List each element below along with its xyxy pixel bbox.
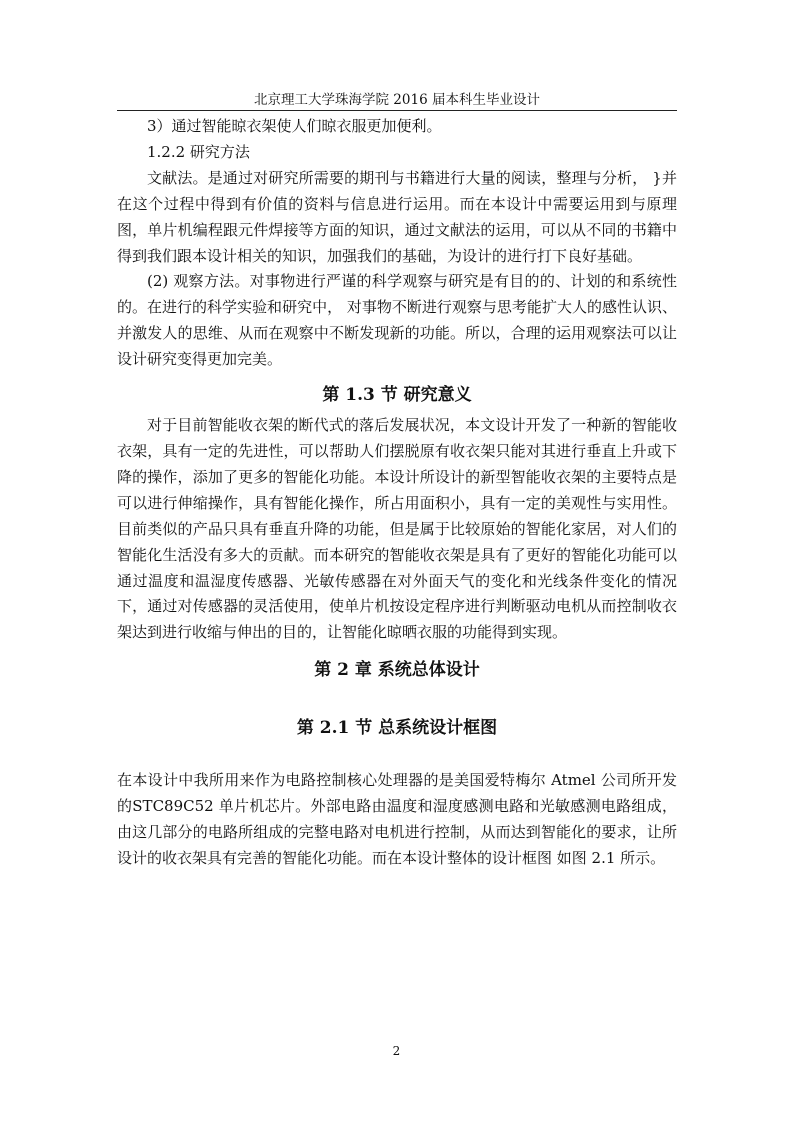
chapter-heading-2: 第 2 章 系统总体设计 <box>314 660 480 681</box>
section-heading-2-1: 第 2.1 节 总系统设计框图 <box>296 718 498 739</box>
page-body <box>117 114 677 872</box>
research-goal-item-3: 3）通过智能晾衣架使人们晾衣服更加便利。 <box>147 117 442 135</box>
page-header: 北京理工大学珠海学院 2016 届本科生毕业设计 <box>254 92 540 108</box>
framework-paragraph: 在本设计中我所用来作为电路控制核心处理器的是美国爱特梅尔 Atmel 公司所开发的STC89C52 单片机芯片。外部电路由温度和湿度感测电路和光敏感测电路组成，由这几部分的电路所组成的完整电路对电机进行控制，从而达到智能化的要求，让所设计的收衣架具有完善的智能化功能。而在本设计整体的设计框图 如图 2.1 所示。 <box>117 771 677 867</box>
header-rule <box>117 110 677 111</box>
page-number: 2 <box>392 1044 401 1058</box>
method-literature-paragraph: 文献法。是通过对研究所需要的期刊与书籍进行大量的阅读，整理与分析， }并在这个过程中得到有价值的资料与信息进行运用。而在本设计中需要运用到与原理图，单片机编程跟元件焊接等方面的知识，通过文献法的运用，可以从不同的书籍中得到我们跟本设计相关的知识，加强我们的基础，为设计的进行打下良好基础。 <box>117 168 677 265</box>
significance-paragraph: 对于目前智能收衣架的断代式的落后发展状况，本文设计开发了一种新的智能收衣架，具有一定的先进性，可以帮助人们摆脱原有收衣架只能对其进行垂直上升或下降的操作，添加了更多的智能化功能。本设计所设计的新型智能收衣架的主要特点是可以进行伸缩操作，具有智能化操作，所占用面积小，具有一定的美观性与实用性。目前类似的产品只具有垂直升降的功能，但是属于比较原始的智能化家居，对人们的智能化生活没有多大的贡献。而本研究的智能收衣架是具有了更好的智能化功能可以通过温度和温湿度传感器、光敏传感器在对外面天气的变化和光线条件变化的情况下，通过对传感器的灵活使用，使单片机按设定程序进行判断驱动电机从而控制收衣架达到进行收缩与伸出的目的，让智能化晾晒衣服的功能得到实现。 <box>117 416 677 642</box>
method-observation-paragraph: (2) 观察方法。对事物进行严谨的科学观察与研究是有目的的、计划的和系统性的。在进行的科学实验和研究中， 对事物不断进行观察与思考能扩大人的感性认识、并激发人的思维、从而在观察中不断发现新的功能。所以，合理的运用观察法可以让设计研究变得更加完美。 <box>117 272 677 369</box>
subsection-heading-1-2-2: 1.2.2 研究方法 <box>147 142 250 161</box>
section-heading-1-3: 第 1.3 节 研究意义 <box>322 385 472 406</box>
